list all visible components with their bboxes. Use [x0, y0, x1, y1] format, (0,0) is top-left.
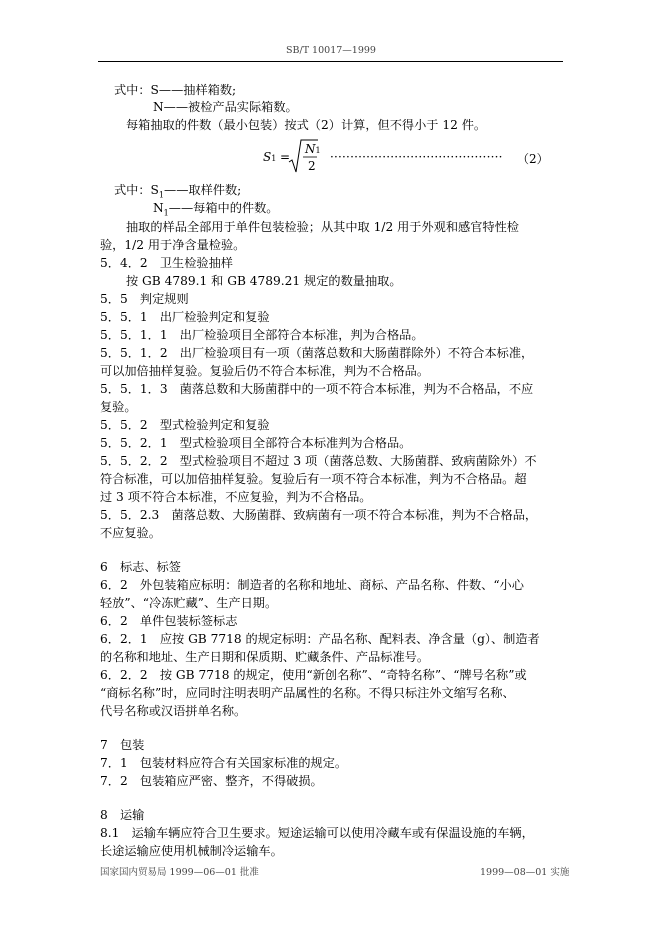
formula-numerator: N1 — [305, 142, 321, 156]
where-s-line: 式中：S——抽样箱数; — [114, 83, 237, 97]
formula-lhs: S1 — [263, 150, 277, 164]
section-5-4-2-body: 按 GB 4789.1 和 GB 4789.21 规定的数量抽取。 — [126, 274, 402, 288]
formula-number: （2） — [517, 152, 549, 166]
section-8-1-line2: 长途运输应使用机械制冷运输车。 — [100, 844, 283, 858]
section-5-5-2-title: 5．5．2 型式检验判定和复验 — [100, 418, 270, 432]
section-6-2-outer-line2: 轻放”、“冷冻贮藏”、生产日期。 — [100, 596, 278, 610]
section-5-5-1-3-line1: 5．5．1．3 菌落总数和大肠菌群中的一项不符合本标准，判为不合格品，不应 — [100, 382, 534, 396]
where-s1-line: 式中：$S_1——$取样件数; — [114, 183, 242, 200]
section-5-5-2-3-line1: 5．5．2.3 菌落总数、大肠菌群、致病菌有一项不符合本标准，判为不合格品， — [100, 508, 538, 522]
section-6-2-1-line2: 的名称和地址、生产日期和保质期、贮藏条件、产品标准号。 — [100, 650, 430, 664]
section-8-1-line1: 8.1 运输车辆应符合卫生要求。短途运输可以使用冷藏车或有保温设施的车辆， — [100, 826, 534, 840]
section-6-2-outer-line1: 6．2 外包装箱应标明：制造者的名称和地址、商标、产品名称、件数、“小心 — [100, 578, 524, 592]
section-5-5-2-2-line2: 符合标准，可以加倍抽样复验。复验后有一项不符合本标准，判为不合格品。超 — [100, 472, 527, 486]
section-5-5-1-title: 5．5．1 出厂检验判定和复验 — [100, 310, 270, 324]
footer-approval: 国家国内贸易局 1999—06—01 批准 — [100, 867, 259, 878]
section-5-5-1-2-line1: 5．5．1．2 出厂检验项目有一项（菌落总数和大肠菌群除外）不符合本标准， — [100, 346, 534, 360]
footer-effective: 1999—08—01 实施 — [480, 867, 570, 878]
section-6-2-2-line1: 6．2．2 按 GB 7718 的规定，使用“新创名称”、“奇特名称”、“牌号名称”或 — [100, 668, 527, 682]
section-8-title: 8 运输 — [100, 808, 145, 822]
sample-count-paragraph: 每箱抽取的件数（最小包装）按式（2）计算，但不得小于 12 件。 — [126, 118, 487, 132]
section-5-5-1-1: 5．5．1．1 出厂检验项目全部符合本标准，判为合格品。 — [100, 328, 424, 342]
section-5-5-title: 5．5 判定规则 — [100, 292, 189, 306]
section-5-5-2-1: 5．5．2．1 型式检验项目全部符合本标准判为合格品。 — [100, 436, 412, 450]
section-7-2: 7．2 包装箱应严密、整齐，不得破损。 — [100, 774, 323, 788]
formula-denominator: 2 — [308, 159, 316, 173]
section-7-title: 7 包装 — [100, 738, 145, 752]
section-7-1: 7．1 包装材料应符合有关国家标准的规定。 — [100, 756, 348, 770]
formula-equals: = — [280, 150, 291, 164]
section-6-title: 6 标志、标签 — [100, 560, 181, 574]
section-5-5-2-3-line2: 不应复验。 — [100, 526, 161, 540]
section-6-2-2-line2: “商标名称”时，应同时注明表明产品属性的名称。不得只标注外文缩写名称、 — [100, 686, 515, 700]
usage-paragraph-line2: 验，1/2 用于净含量检验。 — [100, 238, 246, 252]
section-5-5-1-3-line2: 复验。 — [100, 400, 137, 414]
header-rule — [98, 61, 563, 62]
where-n-line: N——被检产品实际箱数。 — [153, 100, 298, 114]
section-5-5-1-2-line2: 可以加倍抽样复验。复验后仍不符合本标准，判为不合格品。 — [100, 364, 430, 378]
formula-2 — [263, 138, 563, 178]
formula-leader-dots: ··········································· — [330, 150, 503, 164]
section-6-2-label-title: 6．2 单件包装标签标志 — [100, 614, 238, 628]
section-6-2-2-line3: 代号名称或汉语拼单名称。 — [100, 704, 247, 718]
section-6-2-1-line1: 6．2．1 应按 GB 7718 的规定标明：产品名称、配料表、净含量（g）、制造者 — [100, 632, 540, 646]
section-5-5-2-2-line1: 5．5．2．2 型式检验项目不超过 3 项（菌落总数、大肠菌群、致病菌除外）不 — [100, 454, 537, 468]
usage-paragraph-line1: 抽取的样品全部用于单件包装检验；从其中取 1/2 用于外观和感官特性检 — [126, 220, 519, 234]
section-5-5-2-2-line3: 过 3 项不符合本标准，不应复验，判为不合格品。 — [100, 490, 372, 504]
header-standard-code: SB/T 10017—1999 — [286, 45, 376, 56]
section-5-4-2-title: 5．4．2 卫生检验抽样 — [100, 256, 233, 270]
where-n1-line: $N_1——$每箱中的件数。 — [153, 201, 279, 218]
